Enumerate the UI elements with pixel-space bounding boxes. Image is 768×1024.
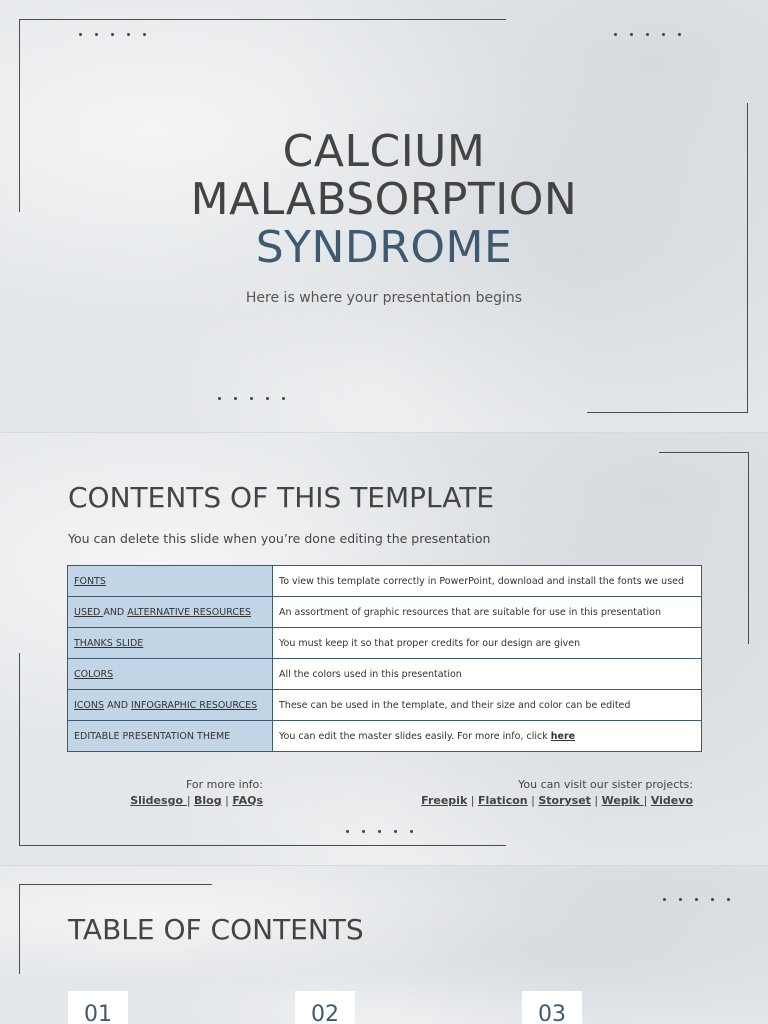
- table-row: [68, 628, 702, 659]
- link-freepik[interactable]: Freepik: [421, 794, 468, 807]
- table-row: [68, 597, 702, 628]
- table-row: [68, 721, 702, 752]
- link-infographic-resources[interactable]: INFOGRAPHIC RESOURCES: [131, 699, 258, 711]
- link-slidesgo[interactable]: Slidesgo: [130, 794, 187, 807]
- key-connector: AND: [104, 699, 132, 711]
- link-used[interactable]: USED: [74, 606, 104, 618]
- more-info-block: [130, 777, 263, 809]
- row-value-text: You can edit the master slides easily. For more info, click: [279, 730, 551, 742]
- dots-decoration: [614, 33, 681, 36]
- dots-decoration: [663, 898, 730, 901]
- table-of-contents-slide: [0, 866, 768, 1024]
- frame-line-bottom-left: [19, 845, 506, 846]
- presentation-subtitle: Here is where your presentation begins: [245, 290, 523, 306]
- dots-decoration: [218, 397, 285, 400]
- link-alternative-resources[interactable]: ALTERNATIVE RESOURCES: [127, 606, 252, 618]
- row-value: [273, 721, 702, 752]
- link-storyset[interactable]: Storyset: [538, 794, 591, 807]
- table-row: [68, 690, 702, 721]
- dots-decoration: [346, 830, 413, 833]
- more-info-label: For more info:: [185, 778, 263, 791]
- row-key: [68, 659, 273, 690]
- link-blog[interactable]: Blog: [194, 794, 222, 807]
- row-key: [68, 628, 273, 659]
- link-videvo[interactable]: Videvo: [650, 794, 693, 807]
- title-slide: [0, 0, 768, 432]
- row-value: An assortment of graphic resources that are suitable for use in this presentation: [273, 597, 702, 628]
- key-connector: AND: [103, 606, 128, 618]
- sister-projects-block: [421, 777, 693, 809]
- section-number: 03: [522, 991, 582, 1024]
- sister-projects-links: Freepik | Flaticon | Storyset | Wepik | Videvo: [421, 794, 693, 807]
- section-number: 01: [68, 991, 128, 1024]
- link-wepik[interactable]: Wepik: [601, 794, 644, 807]
- sister-projects-label: You can visit our sister projects:: [518, 778, 693, 791]
- frame-line-right: [748, 452, 749, 644]
- frame-line-top-right: [659, 452, 749, 453]
- row-value: You must keep it so that proper credits for our design are given: [273, 628, 702, 659]
- section-number: 02: [295, 991, 355, 1024]
- contents-table: [67, 565, 702, 752]
- row-key: EDITABLE PRESENTATION THEME: [68, 721, 273, 752]
- link-colors[interactable]: COLORS: [74, 668, 114, 680]
- section-heading: CONTENTS OF THIS TEMPLATE: [68, 481, 495, 514]
- more-info-links: Slidesgo | Blog | FAQs: [130, 794, 263, 807]
- frame-line-left: [19, 884, 20, 974]
- title-line: MALABSORPTION: [190, 174, 578, 225]
- frame-line-top-left: [19, 19, 506, 20]
- row-value: To view this template correctly in PowerPoint, download and install the fonts we used: [273, 566, 702, 597]
- link-thanks-slide[interactable]: THANKS SLIDE: [74, 637, 144, 649]
- table-row: [68, 566, 702, 597]
- section-heading: TABLE OF CONTENTS: [68, 913, 364, 946]
- frame-line-left: [19, 653, 20, 845]
- table-row: [68, 659, 702, 690]
- row-value: All the colors used in this presentation: [273, 659, 702, 690]
- row-key: [68, 690, 273, 721]
- row-value: These can be used in the template, and their size and color can be edited: [273, 690, 702, 721]
- title-line: CALCIUM: [282, 126, 486, 177]
- link-here[interactable]: here: [550, 730, 576, 742]
- title-line-accent: SYNDROME: [255, 222, 513, 273]
- frame-line-bottom-right: [587, 412, 748, 413]
- section-description: You can delete this slide when you’re done editing the presentation: [68, 531, 491, 546]
- link-flaticon[interactable]: Flaticon: [477, 794, 528, 807]
- row-key: [68, 566, 273, 597]
- link-fonts[interactable]: FONTS: [74, 575, 106, 587]
- row-key: [68, 597, 273, 628]
- frame-line-top-left: [19, 884, 212, 885]
- contents-template-slide: [0, 433, 768, 865]
- presentation-title: [0, 128, 768, 272]
- link-icons[interactable]: ICONS: [74, 699, 105, 711]
- link-faqs[interactable]: FAQs: [232, 794, 263, 807]
- dots-decoration: [79, 33, 146, 36]
